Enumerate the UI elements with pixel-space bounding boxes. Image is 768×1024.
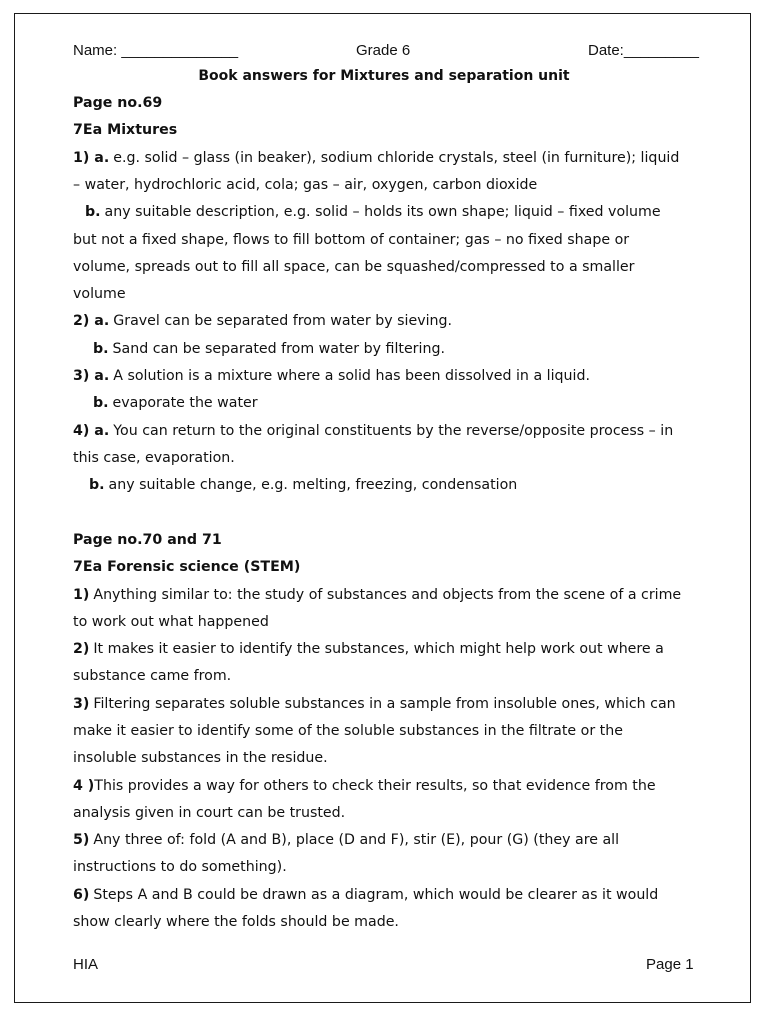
answer-1a — [73, 150, 679, 166]
answer-s2-6 — [73, 887, 658, 903]
answer-text: any suitable change, e.g. melting, freezing, condensation — [108, 477, 518, 493]
footer-initials: HIA — [73, 956, 99, 973]
answer-4a-cont: this case, evaporation. — [73, 450, 235, 466]
section1-page-number: Page no.69 — [73, 95, 163, 111]
answer-number: 1) — [73, 587, 90, 603]
answer-1b-cont-3: volume — [73, 286, 126, 302]
answer-text: A solution is a mixture where a solid has been dissolved in a liquid. — [113, 368, 590, 384]
answer-number: 5) — [73, 832, 90, 848]
answer-s2-6-cont: show clearly where the folds should be made. — [73, 914, 399, 930]
answer-s2-1 — [73, 587, 681, 603]
answer-s2-5-cont: instructions to do something). — [73, 859, 287, 875]
answer-1b-cont-2: volume, spreads out to fill all space, can be squashed/compressed to a smaller — [73, 259, 635, 275]
answer-text: Steps A and B could be drawn as a diagram, which would be clearer as it would — [93, 887, 659, 903]
date-field: Date:_________ — [588, 42, 699, 59]
answer-text: Filtering separates soluble substances in a sample from insoluble ones, which can — [93, 696, 676, 712]
answer-text: evaporate the water — [112, 395, 258, 411]
answer-s2-2 — [73, 641, 664, 657]
answer-s2-5 — [73, 832, 619, 848]
answer-s2-1-cont: to work out what happened — [73, 614, 269, 630]
answer-4b — [89, 477, 517, 493]
answer-number: 3) — [73, 696, 90, 712]
answer-text: This provides a way for others to check their results, so that evidence from the — [94, 778, 656, 794]
answer-number: 2) a. — [73, 313, 110, 329]
answer-text: Gravel can be separated from water by sieving. — [113, 313, 453, 329]
answer-s2-3-cont-2: insoluble substances in the residue. — [73, 750, 328, 766]
answer-text: any suitable description, e.g. solid – holds its own shape; liquid – fixed volume — [104, 204, 661, 220]
page-number: Page 1 — [646, 956, 694, 973]
document-title: Book answers for Mixtures and separation unit — [198, 68, 570, 84]
answer-2a — [73, 313, 452, 329]
answer-1a-cont: – water, hydrochloric acid, cola; gas – air, oxygen, carbon dioxide — [73, 177, 538, 193]
answer-s2-3-cont-1: make it easier to identify some of the soluble substances in the filtrate or the — [73, 723, 623, 739]
answer-number: 4 ) — [73, 778, 95, 794]
answer-number: 3) a. — [73, 368, 110, 384]
answer-text: e.g. solid – glass (in beaker), sodium chloride crystals, steel (in furniture); liquid — [113, 150, 680, 166]
answer-number: b. — [85, 204, 101, 220]
answer-3b — [93, 395, 258, 411]
answer-text: It makes it easier to identify the substances, which might help work out where a — [93, 641, 664, 657]
answer-s2-3 — [73, 696, 676, 712]
answer-number: 1) a. — [73, 150, 110, 166]
answer-3a — [73, 368, 590, 384]
answer-number: b. — [93, 341, 109, 357]
answer-number: b. — [93, 395, 109, 411]
answer-4a — [73, 423, 673, 439]
section1-heading: 7Ea Mixtures — [73, 122, 178, 138]
grade-label: Grade 6 — [356, 42, 411, 59]
answer-number: b. — [89, 477, 105, 493]
answer-text: Any three of: fold (A and B), place (D and F), stir (E), pour (G) (they are all — [93, 832, 620, 848]
answer-number: 2) — [73, 641, 90, 657]
answer-text: Anything similar to: the study of substances and objects from the scene of a crime — [93, 587, 682, 603]
answer-1b — [85, 204, 661, 220]
answer-text: You can return to the original constituents by the reverse/opposite process – in — [113, 423, 674, 439]
section2-page-number: Page no.70 and 71 — [73, 532, 222, 548]
answer-s2-2-cont: substance came from. — [73, 668, 232, 684]
answer-s2-4-cont: analysis given in court can be trusted. — [73, 805, 346, 821]
answer-2b — [93, 341, 445, 357]
section2-heading: 7Ea Forensic science (STEM) — [73, 559, 301, 575]
answer-s2-4 — [73, 778, 656, 794]
answer-number: 4) a. — [73, 423, 110, 439]
answer-text: Sand can be separated from water by filtering. — [112, 341, 445, 357]
answer-number: 6) — [73, 887, 90, 903]
name-field: Name: ______________ — [73, 42, 239, 59]
answer-1b-cont-1: but not a fixed shape, flows to fill bottom of container; gas – no fixed shape or — [73, 232, 630, 248]
